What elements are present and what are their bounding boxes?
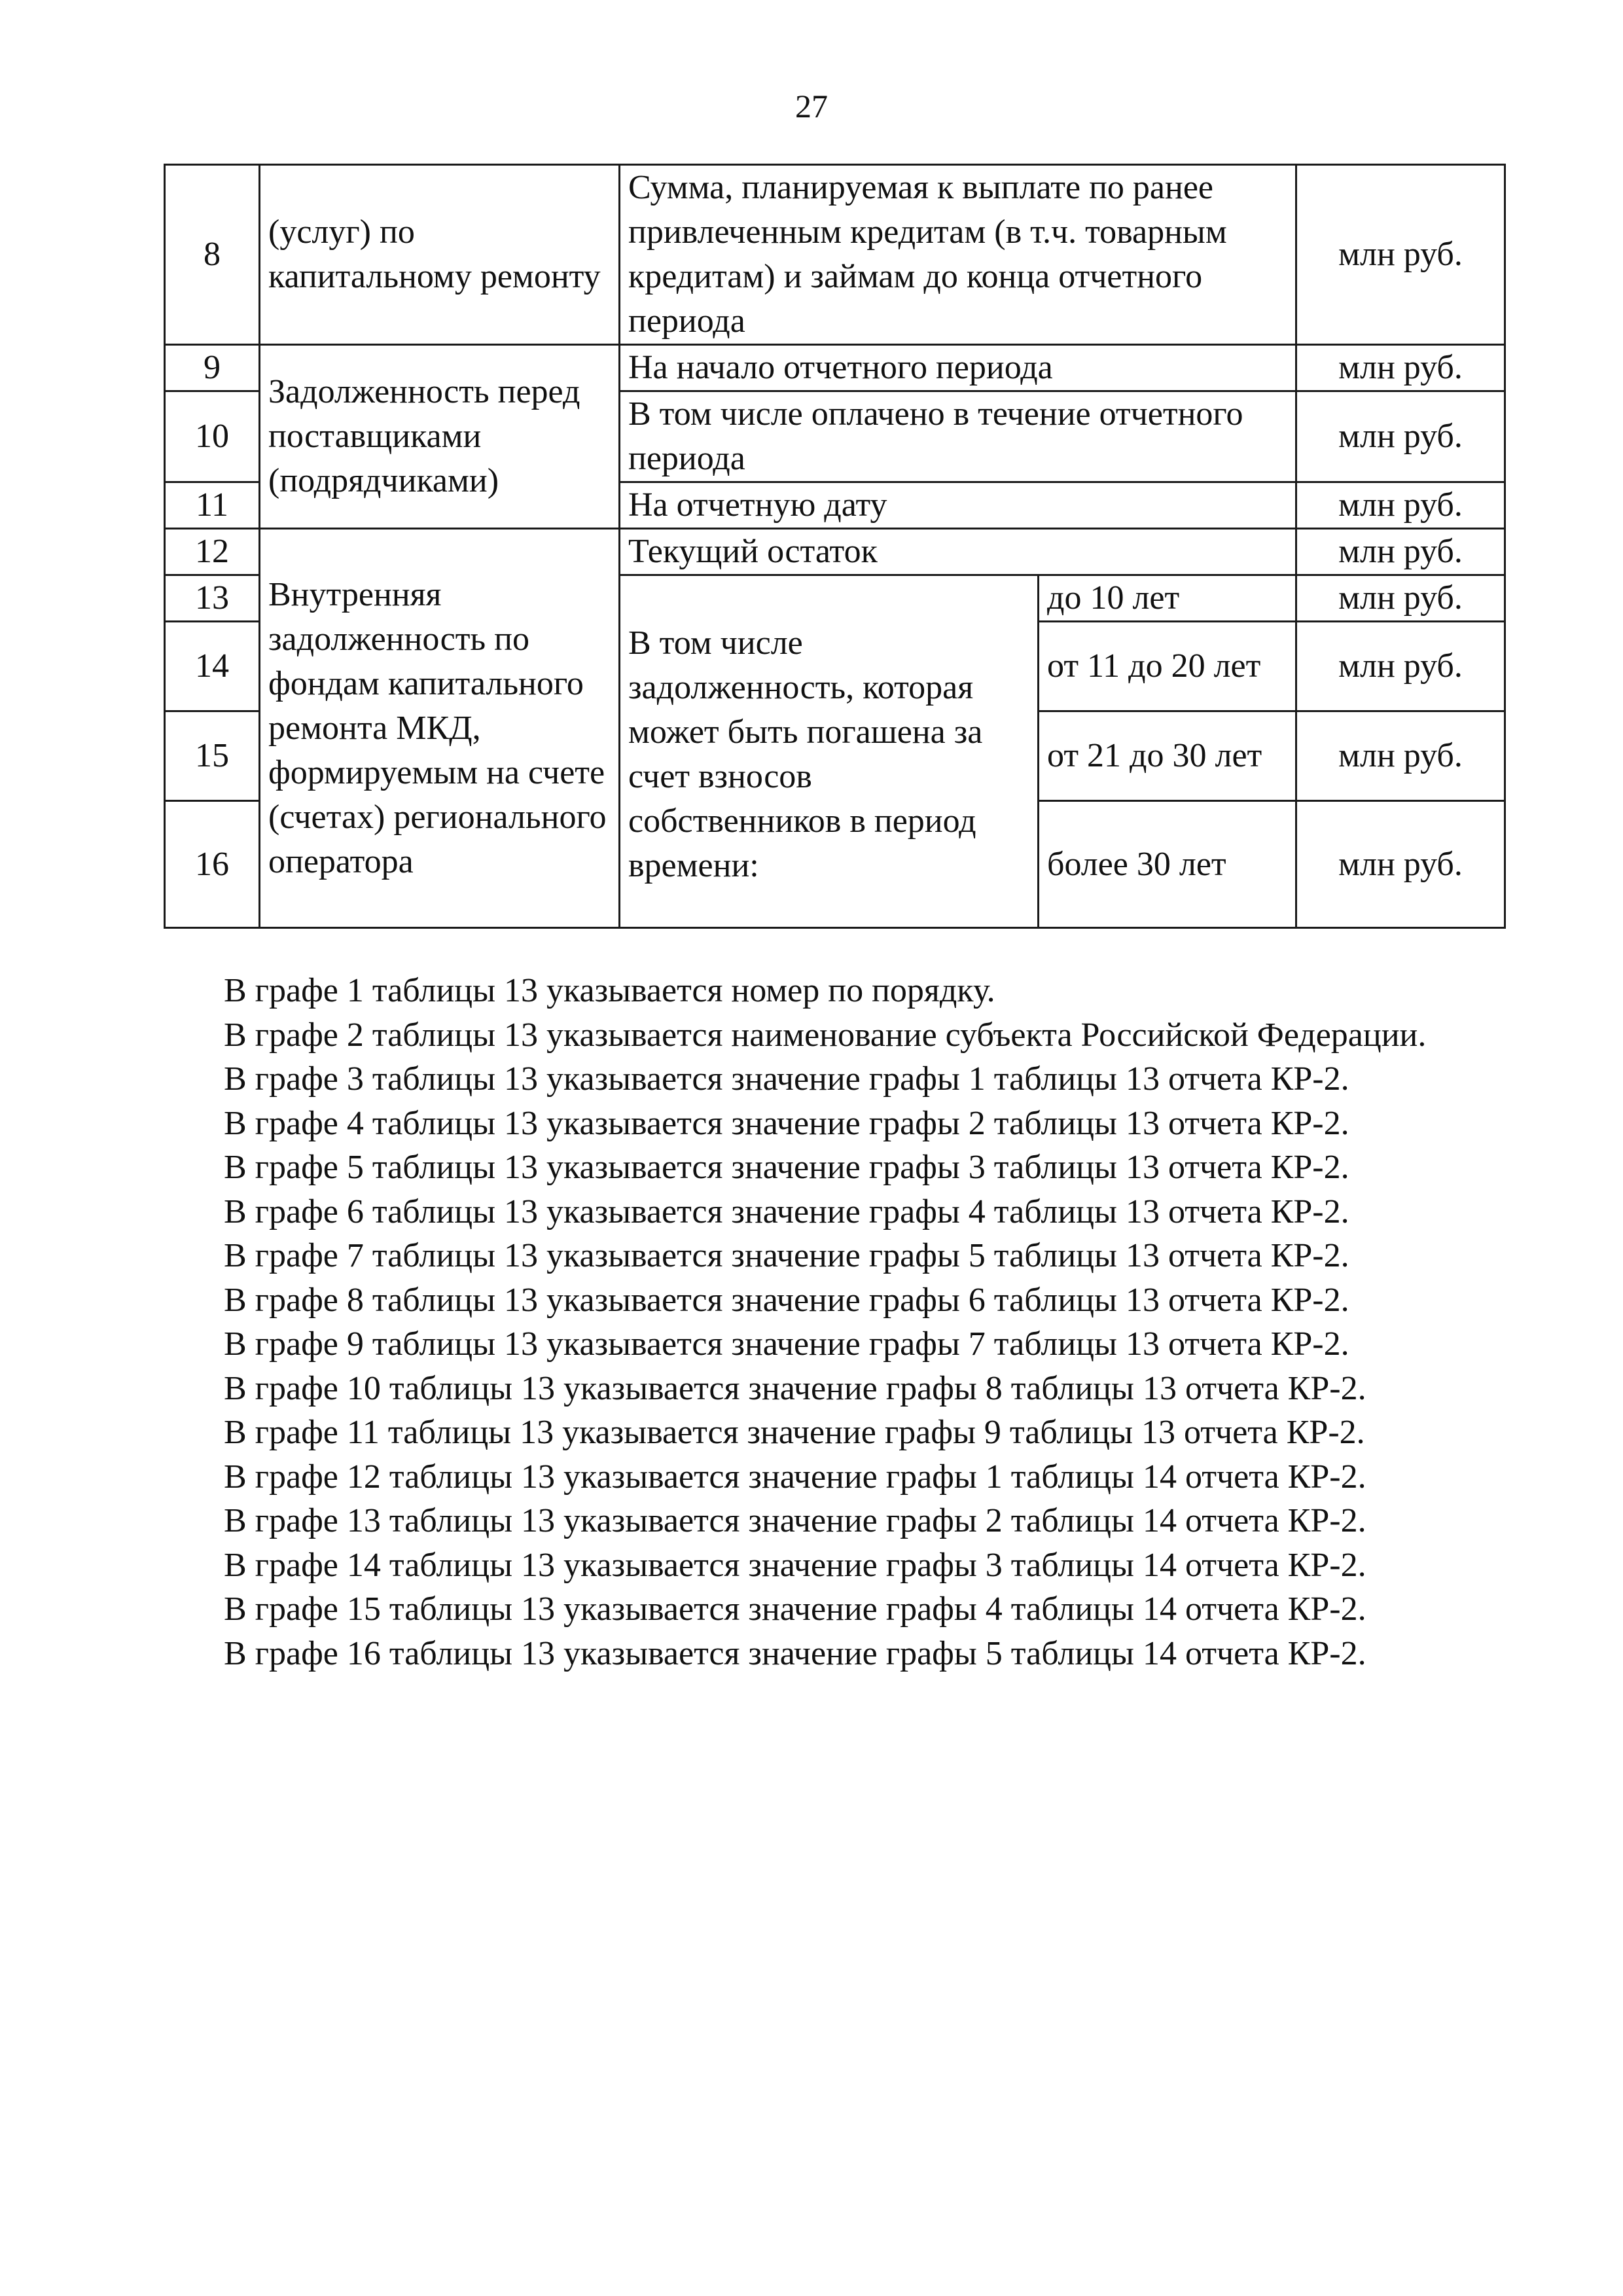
row-period: более 30 лет — [1039, 801, 1296, 928]
table-row-9 — [165, 345, 1505, 391]
row-unit: млн руб. — [1296, 622, 1505, 711]
paragraph: В графе 14 таблицы 13 указывается значение графы 3 таблицы 14 отчета КР-2. — [224, 1546, 1366, 1584]
row-number: 12 — [165, 529, 260, 575]
paragraph: В графе 12 таблицы 13 указывается значение графы 1 таблицы 14 отчета КР-2. — [224, 1458, 1366, 1496]
table-row-12 — [165, 529, 1505, 575]
row-name: (услуг) по капитальному ремонту — [260, 165, 620, 345]
row-description: Сумма, планируемая к выплате по ранее привлеченным кредитам (в т.ч. товарным кредитам) и займам до конца отчетного периода — [620, 165, 1296, 345]
row-number: 10 — [165, 391, 260, 482]
paragraph: В графе 6 таблицы 13 указывается значение графы 4 таблицы 13 отчета КР-2. — [224, 1193, 1349, 1230]
row-description: На отчетную дату — [620, 482, 1296, 529]
paragraph: В графе 5 таблицы 13 указывается значение графы 3 таблицы 13 отчета КР-2. — [224, 1149, 1349, 1186]
paragraph: В графе 10 таблицы 13 указывается значение графы 8 таблицы 13 отчета КР-2. — [224, 1369, 1366, 1407]
row-description: На начало отчетного периода — [620, 345, 1296, 391]
row-number: 8 — [165, 165, 260, 345]
paragraph: В графе 3 таблицы 13 указывается значение графы 1 таблицы 13 отчета КР-2. — [224, 1060, 1349, 1098]
row-unit: млн руб. — [1296, 345, 1505, 391]
row-period: от 11 до 20 лет — [1039, 622, 1296, 711]
row-description: В том числе оплачено в течение отчетного периода — [620, 391, 1296, 482]
row-unit: млн руб. — [1296, 711, 1505, 801]
row-number: 13 — [165, 575, 260, 622]
row-unit: млн руб. — [1296, 391, 1505, 482]
report-table — [164, 164, 1506, 929]
paragraph: В графе 9 таблицы 13 указывается значение графы 7 таблицы 13 отчета КР-2. — [224, 1325, 1349, 1363]
row-number: 14 — [165, 622, 260, 711]
paragraph: В графе 8 таблицы 13 указывается значение графы 6 таблицы 13 отчета КР-2. — [224, 1281, 1349, 1319]
page-number: 27 — [795, 88, 828, 124]
row-number: 11 — [165, 482, 260, 529]
row-unit: млн руб. — [1296, 801, 1505, 928]
row-unit: млн руб. — [1296, 482, 1505, 529]
paragraph: В графе 16 таблицы 13 указывается значение графы 5 таблицы 14 отчета КР-2. — [224, 1634, 1366, 1672]
paragraph: В графе 15 таблицы 13 указывается значение графы 4 таблицы 14 отчета КР-2. — [224, 1590, 1366, 1628]
paragraph: В графе 7 таблицы 13 указывается значение графы 5 таблицы 13 отчета КР-2. — [224, 1237, 1349, 1274]
group-debt-suppliers: Задолженность перед поставщиками (подрядчиками) — [260, 345, 620, 529]
row-period: от 21 до 30 лет — [1039, 711, 1296, 801]
row-unit: млн руб. — [1296, 529, 1505, 575]
row-number: 16 — [165, 801, 260, 928]
body-text — [164, 969, 1504, 1676]
group-internal-debt: Внутренняя задолженность по фондам капитального ремонта МКД, формируемым на счете (счетах) регионального оператора — [260, 529, 620, 928]
group-repayable: В том числе задолженность, которая может быть погашена за счет взносов собственников в период времени: — [620, 575, 1039, 928]
paragraph: В графе 1 таблицы 13 указывается номер по порядку. — [224, 972, 995, 1009]
table-row-8 — [165, 165, 1505, 345]
row-description: Текущий остаток — [620, 529, 1296, 575]
paragraph: В графе 2 таблицы 13 указывается наименование субъекта Российской Федерации. — [224, 1016, 1427, 1054]
paragraph: В графе 11 таблицы 13 указывается значение графы 9 таблицы 13 отчета КР-2. — [224, 1414, 1365, 1451]
paragraph: В графе 4 таблицы 13 указывается значение графы 2 таблицы 13 отчета КР-2. — [224, 1104, 1349, 1142]
row-unit: млн руб. — [1296, 575, 1505, 622]
row-period: до 10 лет — [1039, 575, 1296, 622]
paragraph: В графе 13 таблицы 13 указывается значение графы 2 таблицы 14 отчета КР-2. — [224, 1502, 1366, 1539]
row-number: 15 — [165, 711, 260, 801]
row-number: 9 — [165, 345, 260, 391]
row-unit: млн руб. — [1296, 165, 1505, 345]
